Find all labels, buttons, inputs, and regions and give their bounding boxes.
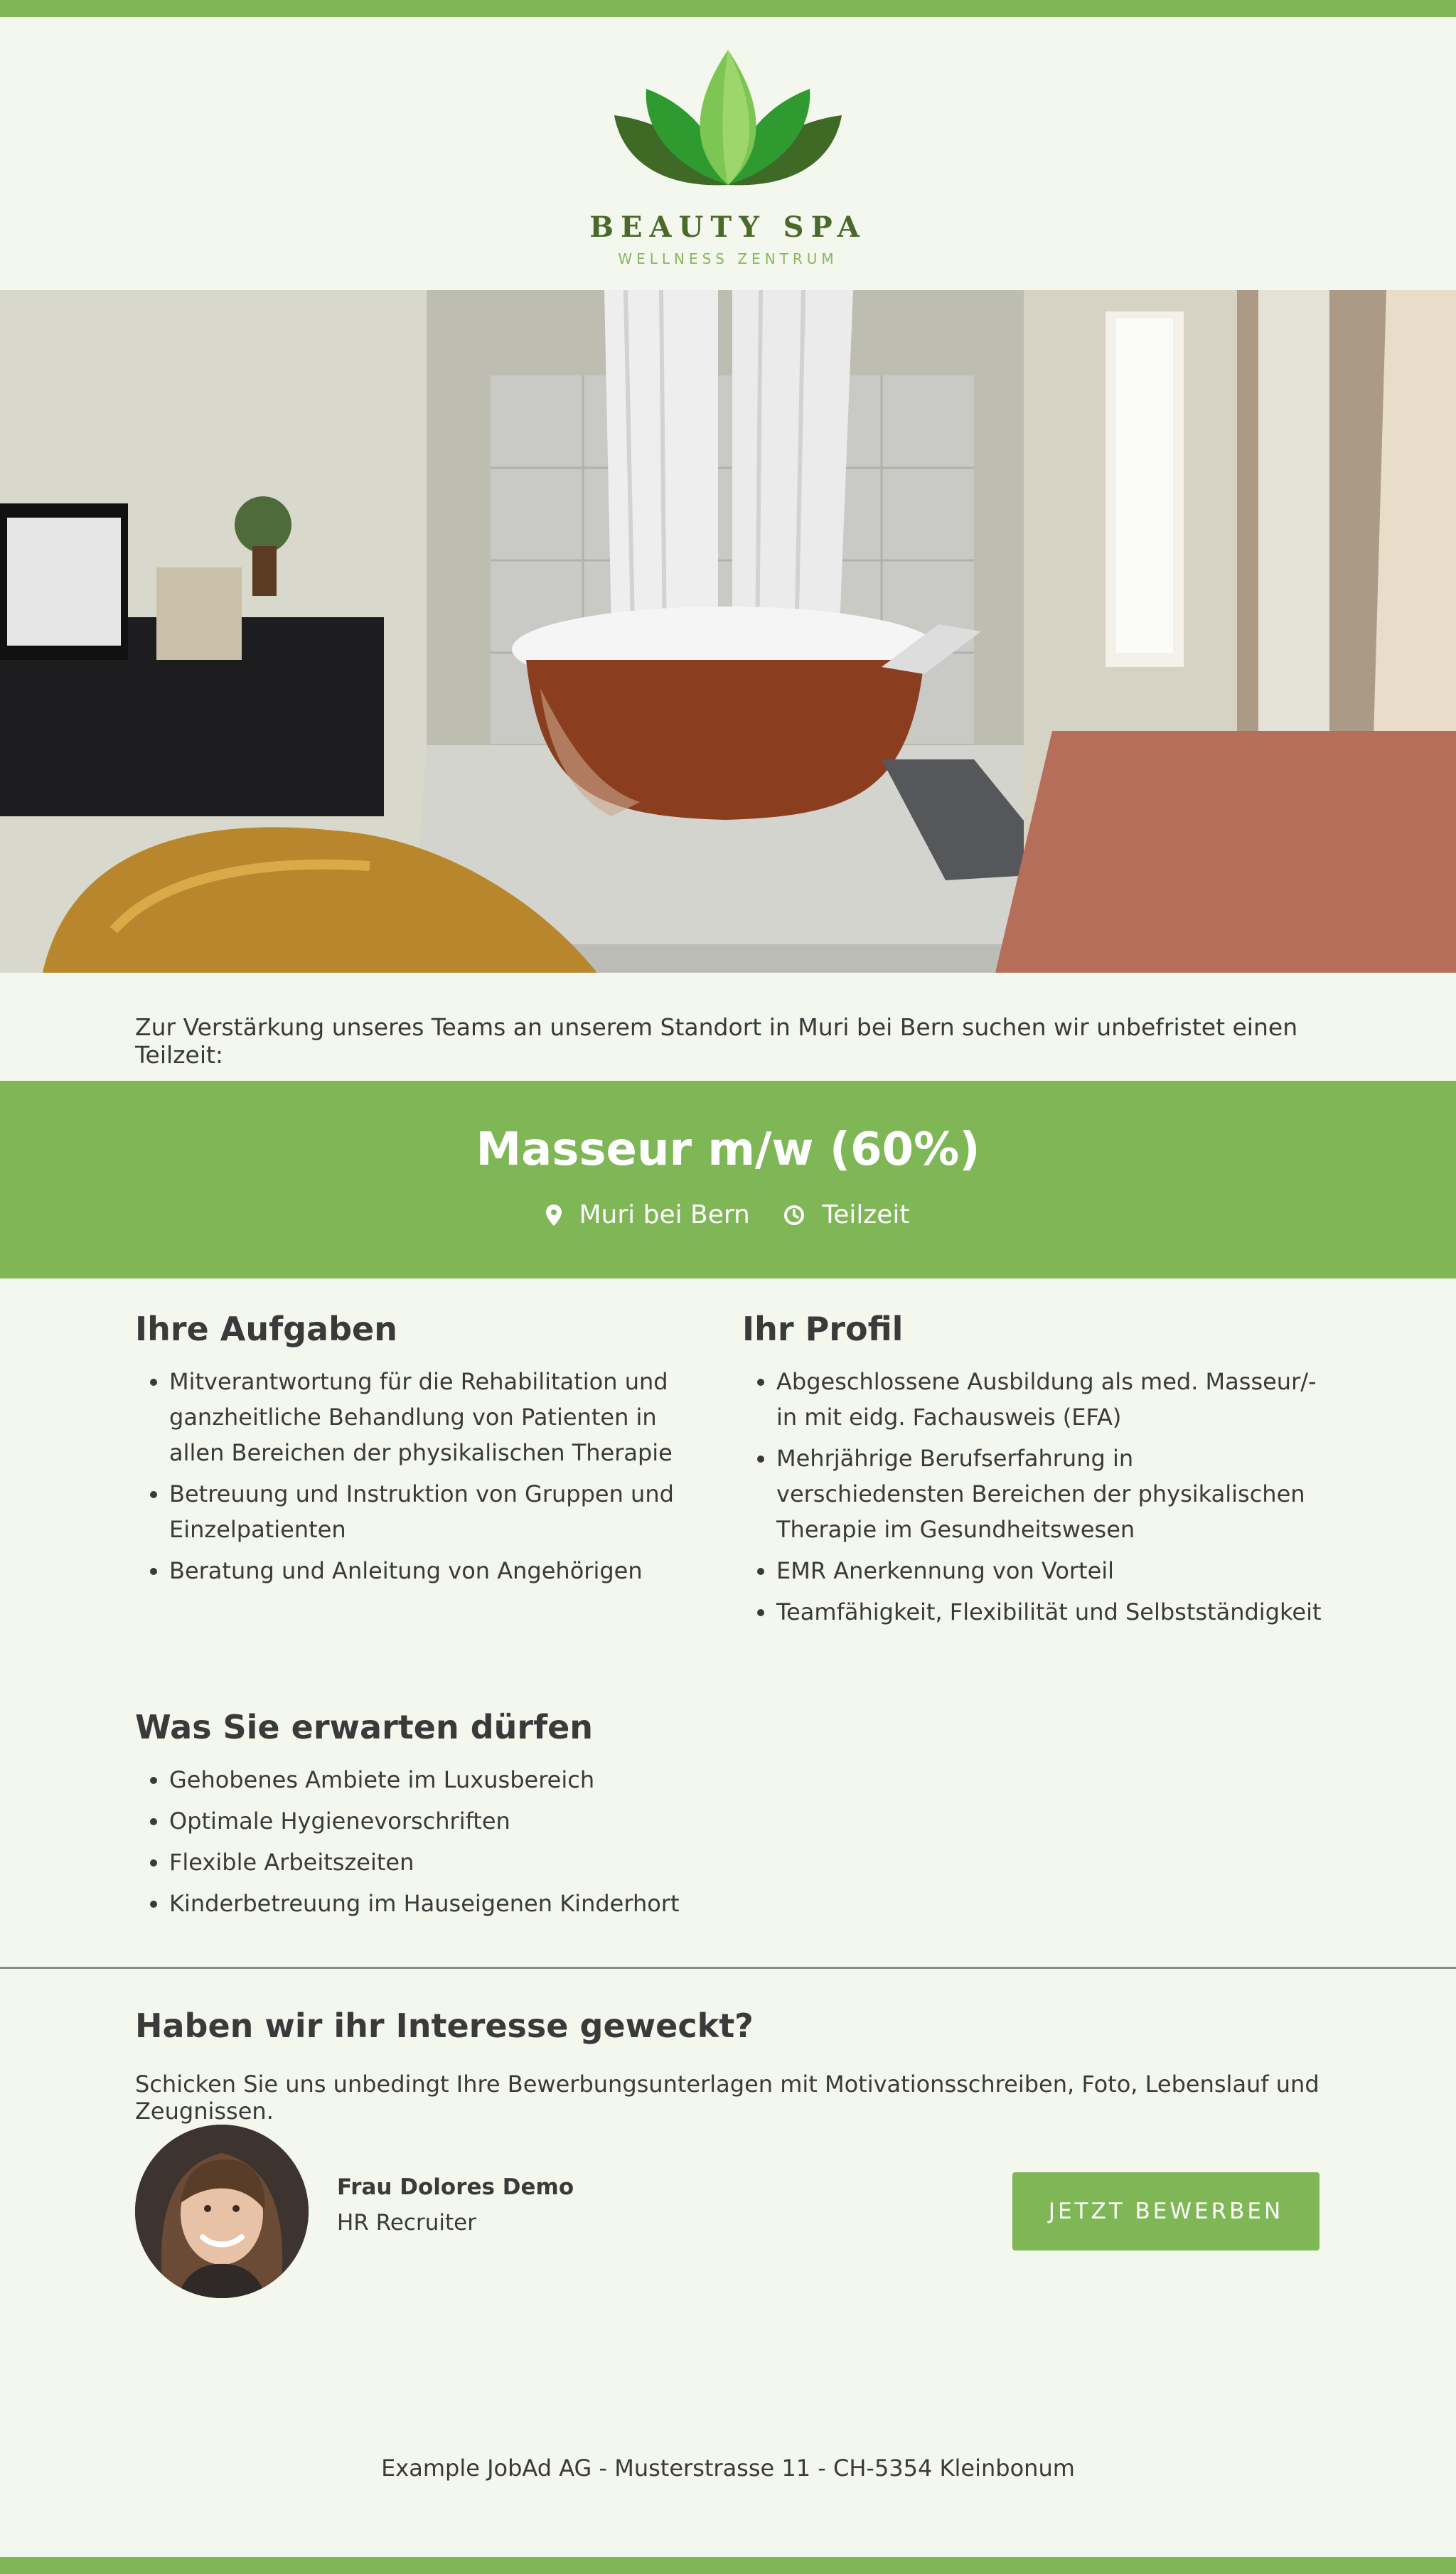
list-item: • Teamfähigkeit, Flexibilität und Selbstständigkeit — [776, 1594, 1325, 1630]
job-type — [783, 1200, 909, 1229]
tasks-list — [135, 1364, 690, 1588]
intro-text: Zur Verstärkung unseres Teams an unserem Standort in Muri bei Bern suchen wir unbefristet einen Teilzeit: — [135, 1013, 1298, 1069]
brand-subtitle: WELLNESS ZENTRUM — [618, 250, 838, 267]
contact-photo-icon — [135, 2125, 309, 2298]
bottom-accent-bar — [0, 2557, 1456, 2574]
list-item: • Kinderbetreuung im Hauseigenen Kinderhort — [169, 1886, 988, 1921]
list-item: • Betreuung und Instruktion von Gruppen und Einzelpatienten — [169, 1476, 690, 1547]
list-item: • Beratung und Anleitung von Angehörigen — [169, 1553, 690, 1588]
job-location-label: Muri bei Bern — [579, 1200, 750, 1229]
map-pin-icon — [546, 1205, 562, 1226]
job-title: Masseur m/w (60%) — [476, 1123, 980, 1176]
top-accent-bar — [0, 0, 1456, 17]
contact-name: Frau Dolores Demo — [337, 2174, 574, 2200]
cta-heading: Haben wir ihr Interesse geweckt? — [135, 2007, 754, 2045]
list-item: • EMR Anerkennung von Vorteil — [776, 1553, 1325, 1588]
job-meta — [0, 1200, 1456, 1229]
job-type-label: Teilzeit — [822, 1200, 910, 1229]
benefits-list — [135, 1762, 988, 1921]
profile-list — [742, 1364, 1325, 1630]
list-item: • Optimale Hygienevorschriften — [169, 1803, 988, 1839]
footer-address: Example JobAd AG - Musterstrasse 11 - CH-5354 Kleinbonum — [381, 2455, 1075, 2482]
profile-heading: Ihr Profil — [742, 1310, 904, 1348]
tasks-section — [135, 1310, 690, 1594]
benefits-heading: Was Sie erwarten dürfen — [135, 1708, 594, 1746]
tasks-heading: Ihre Aufgaben — [135, 1310, 397, 1348]
list-item: • Abgeschlossene Ausbildung als med. Masseur/-in mit eidg. Fachausweis (EFA) — [776, 1364, 1325, 1435]
list-item: • Mehrjährige Berufserfahrung in verschiedensten Bereichen der physikalischen Therapie im Gesundheitswesen — [776, 1441, 1325, 1547]
list-item: • Gehobenes Ambiete im Luxusbereich — [169, 1762, 988, 1798]
cta-text: Schicken Sie uns unbedingt Ihre Bewerbungsunterlagen mit Motivationsschreiben, Foto, Lebenslauf und Zeugnissen. — [135, 2071, 1320, 2125]
clock-icon — [783, 1205, 805, 1226]
job-banner — [0, 1081, 1456, 1278]
lotus-logo-icon — [614, 50, 842, 199]
list-item: • Flexible Arbeitszeiten — [169, 1844, 988, 1880]
job-location — [546, 1200, 749, 1229]
section-divider — [0, 1967, 1456, 1969]
header — [0, 17, 1456, 290]
hero-image — [0, 290, 1456, 973]
spa-bathroom-photo-icon — [0, 290, 1456, 973]
list-item: • Mitverantwortung für die Rehabilitation und ganzheitliche Behandlung von Patienten in allen Bereichen der physikalischen Therapie — [169, 1364, 690, 1470]
profile-section — [742, 1310, 1325, 1635]
brand-name: BEAUTY SPA — [589, 210, 867, 244]
benefits-section — [135, 1708, 988, 1927]
avatar — [135, 2125, 309, 2298]
contact-role: HR Recruiter — [337, 2210, 476, 2236]
apply-button[interactable]: JETZT BEWERBEN — [1012, 2172, 1320, 2250]
